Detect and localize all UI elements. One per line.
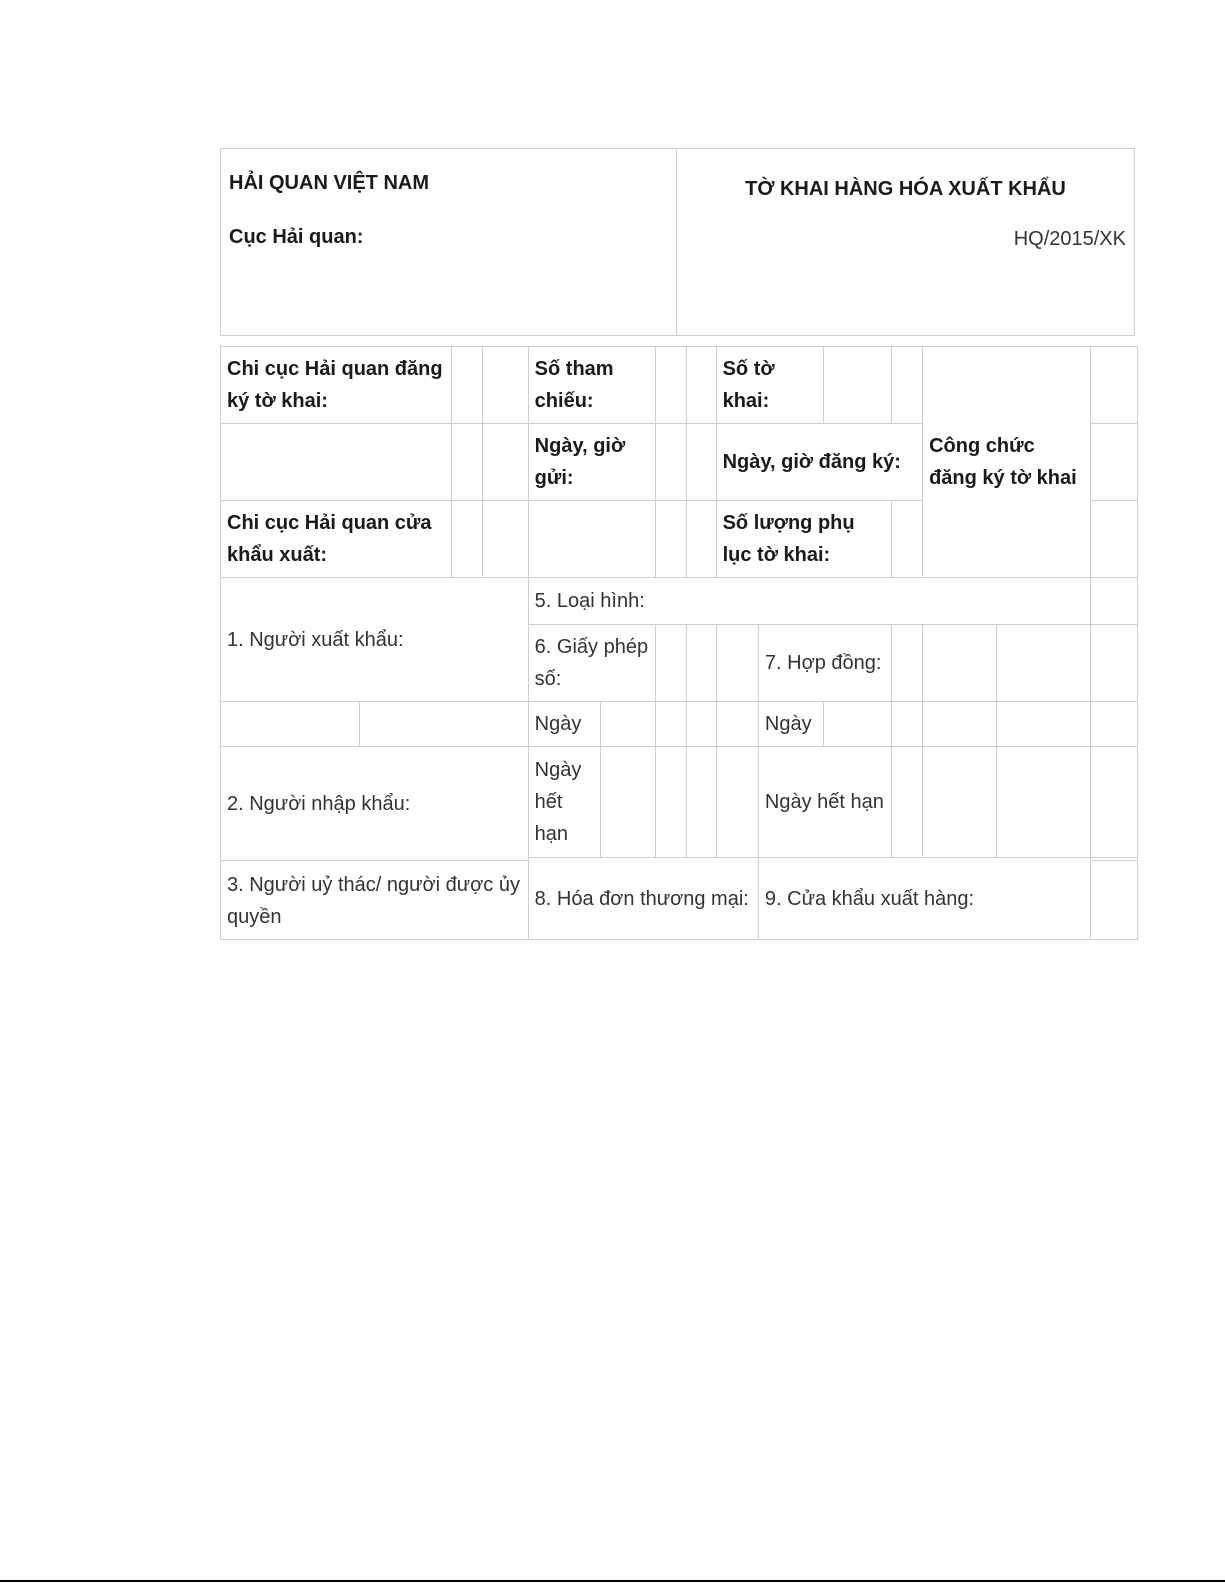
page-bottom-rule	[0, 1580, 1225, 1582]
empty-cell	[483, 347, 528, 424]
agency-name: HẢI QUAN VIỆT NAM	[229, 172, 429, 194]
registering-branch-label: Chi cục Hải quan đăng ký tờ khai:	[221, 347, 452, 424]
empty-cell	[716, 702, 758, 747]
license-date-label: Ngày	[528, 702, 600, 747]
declaration-header-table	[220, 148, 1135, 336]
empty-cell	[655, 424, 686, 501]
empty-cell	[686, 747, 716, 858]
empty-cell	[686, 702, 716, 747]
empty-cell	[997, 625, 1091, 702]
registered-datetime-label: Ngày, giờ đăng ký:	[716, 424, 923, 501]
entrusting-party-label: 3. Người uỷ thác/ người được ủy quyền	[221, 861, 529, 940]
empty-cell	[655, 625, 686, 702]
empty-cell	[892, 501, 923, 578]
exporter-label: 1. Người xuất khẩu:	[221, 578, 529, 702]
empty-cell	[923, 702, 997, 747]
empty-cell	[716, 625, 758, 702]
empty-cell	[997, 702, 1091, 747]
empty-cell	[452, 501, 483, 578]
empty-cell	[1091, 702, 1138, 747]
empty-cell	[686, 501, 716, 578]
empty-cell	[655, 347, 686, 424]
header-agency-cell	[221, 149, 677, 336]
empty-cell	[221, 702, 360, 747]
empty-cell	[823, 702, 891, 747]
empty-cell	[1091, 861, 1138, 940]
empty-cell	[686, 347, 716, 424]
importer-label: 2. Người nhập khẩu:	[221, 747, 529, 861]
form-code: HQ/2015/XK	[1013, 228, 1126, 250]
empty-cell	[1091, 424, 1138, 501]
empty-cell	[452, 347, 483, 424]
empty-cell	[892, 702, 923, 747]
empty-cell	[892, 625, 923, 702]
empty-cell	[1091, 578, 1138, 625]
registering-officer-label: Công chức đăng ký tờ khai	[923, 347, 1091, 578]
form-title: TỜ KHAI HÀNG HÓA XUẤT KHẨU	[745, 178, 1066, 200]
empty-cell	[452, 424, 483, 501]
contract-label: 7. Hợp đồng:	[758, 625, 891, 702]
export-gate-branch-label: Chi cục Hải quan cửa khẩu xuất:	[221, 501, 452, 578]
empty-cell	[923, 625, 997, 702]
empty-cell	[655, 702, 686, 747]
appendix-count-label: Số lượng phụ lục tờ khai:	[716, 501, 892, 578]
export-gate-label: 9. Cửa khẩu xuất hàng:	[758, 858, 1090, 940]
contract-date-label: Ngày	[758, 702, 823, 747]
empty-cell	[823, 347, 891, 424]
empty-cell	[686, 424, 716, 501]
empty-cell	[1091, 347, 1138, 424]
empty-cell	[600, 747, 655, 858]
empty-cell	[997, 747, 1091, 858]
empty-cell	[360, 702, 528, 747]
empty-cell	[1091, 747, 1138, 858]
reference-number-label: Số tham chiếu:	[528, 347, 655, 424]
header-title-cell	[677, 149, 1135, 336]
contract-expiry-label: Ngày hết hạn	[758, 747, 891, 858]
empty-cell	[600, 702, 655, 747]
empty-cell	[483, 501, 528, 578]
empty-cell	[892, 747, 923, 858]
sent-datetime-label: Ngày, giờ gửi:	[528, 424, 655, 501]
empty-cell	[655, 747, 686, 858]
type-label: 5. Loại hình:	[528, 578, 1091, 625]
empty-cell	[221, 424, 452, 501]
department-label: Cục Hải quan:	[229, 226, 364, 248]
empty-cell	[716, 747, 758, 858]
empty-cell	[1091, 501, 1138, 578]
empty-cell	[923, 747, 997, 858]
license-expiry-label: Ngày hết hạn	[528, 747, 600, 858]
empty-cell	[483, 424, 528, 501]
empty-cell	[528, 501, 655, 578]
empty-cell	[686, 625, 716, 702]
license-label: 6. Giấy phép số:	[528, 625, 655, 702]
empty-cell	[1091, 625, 1138, 702]
declaration-number-label: Số tờ khai:	[716, 347, 823, 424]
empty-cell	[892, 347, 923, 424]
invoice-label: 8. Hóa đơn thương mại:	[528, 858, 758, 940]
declaration-form-table	[220, 346, 1138, 940]
declaration-form-viewport	[220, 346, 1140, 950]
empty-cell	[655, 501, 686, 578]
